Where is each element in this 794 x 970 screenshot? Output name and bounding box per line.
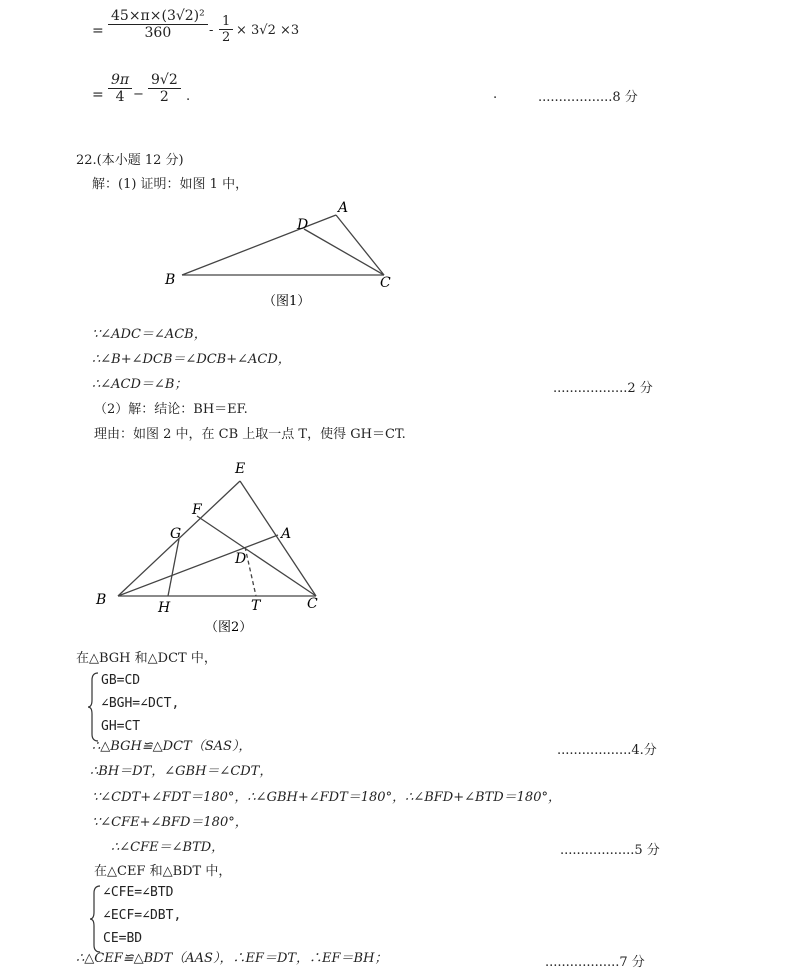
sys1-brace — [88, 672, 100, 742]
fig2-label-h: H — [158, 600, 171, 616]
fig2-label-c: C — [307, 596, 318, 612]
eq1-fraction — [108, 8, 208, 41]
eq1-prefix: = — [92, 23, 104, 39]
eq2-b-denominator: 2 — [159, 89, 169, 105]
fig2-label-a: A — [281, 526, 292, 542]
step-6: ∵∠CFE+∠BFD＝180°， — [92, 815, 248, 830]
figure-1 — [160, 198, 400, 318]
eq2-fraction-a — [108, 72, 132, 105]
fig1-label-b: B — [165, 272, 176, 288]
fig2-label-f: F — [192, 502, 202, 518]
sys1-line-3: GH=CT — [101, 719, 141, 734]
step-5: ∵∠CDT+∠FDT＝180°，∴∠GBH+∠FDT＝180°，∴∠BFD+∠BTD＝180°， — [92, 790, 561, 805]
tri2-intro: 在△CEF 和△BDT 中， — [94, 864, 232, 879]
step-4: ∴BH＝DT，∠GBH＝∠CDT， — [90, 764, 273, 779]
eq2-fraction-b — [148, 72, 181, 105]
fig2-label-t: T — [251, 598, 261, 614]
part1-intro: 解：(1) 证明：如图 1 中， — [92, 177, 249, 192]
sys2-line-1: ∠CFE=∠BTD — [103, 885, 174, 900]
eq1-numerator: 45×π×(3√2)² — [108, 8, 208, 25]
step-3: ∴∠ACD＝∠B； — [92, 377, 188, 392]
eq1-half — [219, 14, 233, 45]
eq1-half-denominator: 2 — [222, 30, 231, 45]
congruence-1: ∴△BGH≌△DCT（SAS）， — [92, 739, 252, 754]
problem-22-header: 22.(本小题 12 分) — [76, 153, 184, 168]
fig1-label-a: A — [338, 200, 349, 216]
eq2-period: . — [186, 89, 191, 104]
fig1-caption: （图1） — [263, 294, 311, 309]
fig2-label-g: G — [170, 526, 182, 542]
eq1-minus: - — [209, 23, 214, 38]
score-4: ..................4.分 — [557, 743, 657, 758]
fig1-label-d: D — [297, 217, 309, 233]
part2-conclusion: （2）解：结论：BH＝EF. — [94, 402, 248, 417]
score-2: ..................2 分 — [553, 381, 653, 396]
eq1-half-numerator: 1 — [219, 14, 233, 30]
sys2-lines — [103, 881, 181, 950]
eq2-b-numerator: 9√2 — [148, 72, 181, 89]
eq2-minus: − — [133, 87, 144, 102]
sys1-lines — [101, 669, 179, 738]
figure-2 — [90, 456, 340, 641]
step-2: ∴∠B+∠DCB＝∠DCB+∠ACD， — [92, 352, 291, 367]
fig2-label-d: D — [235, 551, 247, 567]
step-1: ∵∠ADC＝∠ACB， — [92, 327, 207, 342]
reason-line: 理由：如图 2 中，在 CB 上取一点 T，使得 GH＝CT. — [94, 427, 406, 442]
stray-dot: . — [493, 87, 498, 102]
eq2-prefix: = — [92, 87, 104, 103]
congruence-2: ∴△CEF≌△BDT（AAS），∴EF＝DT，∴EF＝BH； — [76, 951, 388, 966]
eq2-a-denominator: 4 — [115, 89, 125, 105]
fig2-label-e: E — [235, 461, 246, 477]
sys1-line-1: GB=CD — [101, 673, 141, 688]
sys1-line-2: ∠BGH=∠DCT, — [101, 696, 180, 711]
sys2-line-2: ∠ECF=∠DBT, — [103, 908, 182, 923]
tri1-intro: 在△BGH 和△DCT 中， — [76, 651, 217, 666]
sys2-line-3: CE=BD — [103, 931, 143, 946]
fig2-label-b: B — [96, 592, 107, 608]
eq1-tail: × 3√2 ×3 — [236, 23, 300, 38]
fig2-caption: （图2） — [205, 620, 253, 635]
score-7: ..................7 分 — [545, 955, 645, 970]
eq2-a-numerator: 9π — [108, 72, 132, 89]
eq1-denominator: 360 — [144, 25, 172, 41]
fig1-label-c: C — [380, 275, 391, 291]
score-5: ..................5 分 — [560, 843, 660, 858]
sys2-brace — [90, 885, 102, 953]
step-7: ∴∠CFE＝∠BTD， — [111, 840, 225, 855]
score-8: ..................8 分 — [538, 90, 638, 105]
